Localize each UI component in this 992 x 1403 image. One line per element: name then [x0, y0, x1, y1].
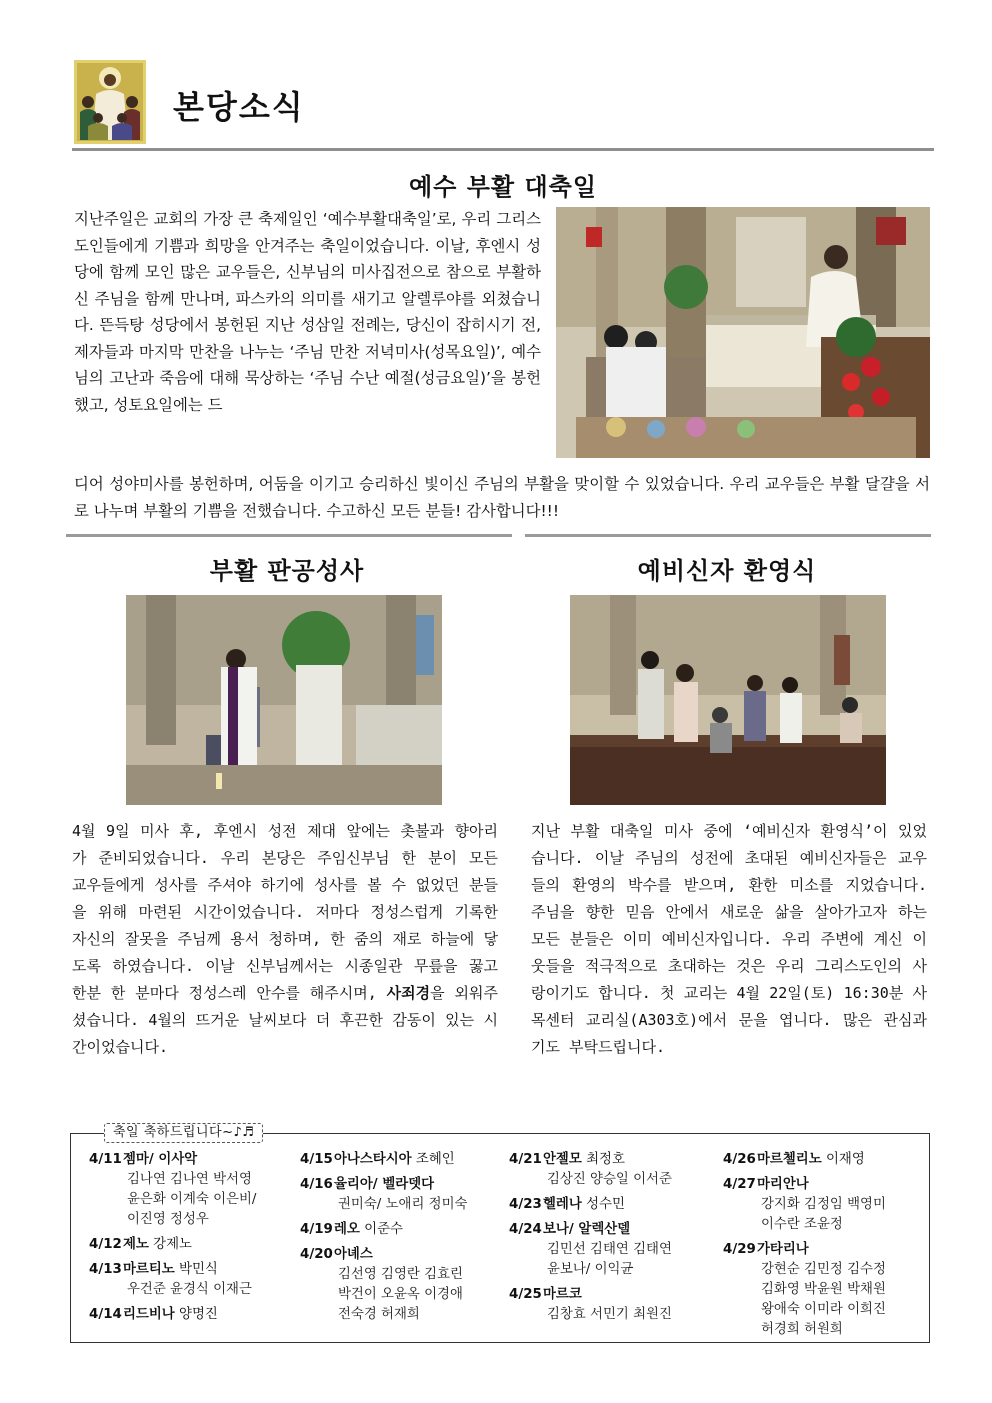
header-divider: [72, 148, 934, 151]
left-article-bold-term: 사죄경: [386, 984, 431, 1002]
feast-entry: [723, 1175, 928, 1235]
feast-people-line: 강지화 김정임 백영미: [761, 1197, 886, 1212]
feast-date: 4/21: [509, 1152, 542, 1167]
feast-column: [509, 1150, 719, 1330]
confession-photo: [126, 595, 442, 805]
right-section-divider: [525, 534, 931, 537]
feast-saint: 마르티노: [123, 1262, 175, 1277]
feast-date: 4/24: [509, 1222, 542, 1237]
page-title: 본당소식: [173, 88, 305, 126]
feast-saint: 아나스타시아: [334, 1152, 412, 1167]
feast-people-line: 김나연 김나연 박서영: [127, 1172, 252, 1187]
feast-date: 4/25: [509, 1287, 542, 1302]
feast-column: [723, 1150, 928, 1345]
feast-people-line: 이진영 정성우: [127, 1212, 209, 1227]
feast-date: 4/15: [300, 1152, 333, 1167]
feast-people-line: 이수란 조윤정: [761, 1217, 843, 1232]
feast-saint: 보나/ 알렉산델: [543, 1222, 631, 1237]
main-article-paragraph-wrapped: 지난주일은 교회의 가장 큰 축제일인 ‘예수부활대축일’로, 우리 그리스도인들에게 기쁨과 희망을 안겨주는 축일이었습니다. 이날, 후엔시 성당에 함께 모인 많은 교우들은, 신부님의 미사집전으로 참으로 부활하신 주님을 함께 만나며, 파스카의 의미를 새기고 알렐루야를 외쳤습니다. 뜬득탕 성당에서 봉헌된 지난 성삼일 전례는, 당신이 잡히시기 전, 제자들과 마지막 만찬을 나누는 ‘주님 만찬 저녁미사(성목요일)’, 예수님의 고난과 죽음에 대해 묵상하는 ‘주님 수난 예절(성금요일)’을 봉헌했고, 성토요일에는 드: [74, 210, 541, 414]
feast-saint: 안젤모: [543, 1152, 582, 1167]
feast-people-line: 우건준 윤경식 이재근: [127, 1282, 252, 1297]
feast-person: 성수민: [581, 1197, 625, 1212]
feast-people-line: 박건이 오윤옥 이경애: [338, 1287, 463, 1302]
main-article-title: 예수 부활 대축일: [409, 173, 597, 201]
feast-date: 4/13: [89, 1262, 122, 1277]
feast-entry: [300, 1150, 510, 1170]
feast-saint: 아녜스: [334, 1247, 373, 1262]
feast-saint: 마르코: [543, 1287, 582, 1302]
feast-entry: [89, 1260, 299, 1300]
left-section-divider: [66, 534, 512, 537]
feast-people-line: 권미숙/ 노애리 정미숙: [338, 1197, 468, 1212]
feast-date: 4/12: [89, 1237, 122, 1252]
feast-saint: 가타리나: [757, 1242, 809, 1257]
right-article-body: 지난 부활 대축일 미사 중에 ‘예비신자 환영식’이 있었습니다. 이날 주님의 성전에 초대된 예비신자들은 교우들의 환영의 박수를 받으며, 환한 미소를 지었습니다. 주님을 향한 믿음 안에서 새로운 삶을 살아가고자 하는 모든 분들은 이미 예비신자입니다. 우리 주변에 계신 이웃들을 적극적으로 초대하는 것은 우리 그리스도인의 사랑이기도 합니다. 첫 교리는 4월 22일(토) 16:30분 사목센터 교리실(A303호)에서 문을 엽니다. 많은 관심과 기도 부탁드립니다.: [531, 822, 927, 1056]
feast-date: 4/19: [300, 1222, 333, 1237]
left-article-text-end: 을 외워주셨습니다. 4월의 뜨거운 날씨보다 더 후끈한 감동이 있는 시간이었습니다.: [72, 984, 498, 1056]
feast-date: 4/27: [723, 1177, 756, 1192]
feast-entry: [300, 1245, 510, 1325]
catechumen-welcome-photo: [570, 595, 886, 805]
feast-entry: [89, 1305, 299, 1325]
right-article-title: 예비신자 환영식: [637, 557, 817, 585]
feast-person: 이재영: [821, 1152, 865, 1167]
feast-saint: 율리아/ 벨라뎃다: [334, 1177, 435, 1192]
feast-heading: 축일 축하드립니다~♪♬: [104, 1123, 263, 1143]
feast-date: 4/11: [89, 1152, 122, 1167]
left-article-text: 4월 9일 미사 후, 후엔시 성전 제대 앞에는 촛불과 향아리가 준비되었습니다. 우리 본당은 주임신부님 한 분이 모든 교우들에게 성사를 주셔야 하기에 성사를 볼 수 없었던 분들을 위해 마련된 시간이었습니다. 저마다 정성스럽게 기록한 자신의 잘못을 주님께 용서 청하며, 한 줌의 재로 하늘에 닿도록 하였습니다. 이날 신부님께서는 시종일관 무릎을 꿇고 한분 한 분마다 정성스레 안수를 해주시며,: [72, 822, 498, 1002]
feast-saint: 리드비나: [123, 1307, 175, 1322]
feast-entry: [509, 1220, 719, 1280]
feast-entry: [723, 1150, 928, 1170]
feast-person: 박민식: [174, 1262, 218, 1277]
feast-people-line: 김상진 양승일 이서준: [547, 1172, 672, 1187]
feast-person: 양명진: [174, 1307, 218, 1322]
feast-entry: [89, 1150, 299, 1230]
feast-entry: [300, 1175, 510, 1215]
left-article-title: 부활 판공성사: [209, 557, 365, 585]
feast-people-line: 강현순 김민정 김수정: [761, 1262, 886, 1277]
feast-date: 4/14: [89, 1307, 122, 1322]
feast-date: 4/29: [723, 1242, 756, 1257]
feast-person: 조혜인: [411, 1152, 455, 1167]
feast-people-line: 허경희 허원희: [761, 1322, 843, 1337]
feast-people-line: 김민선 김태연 김태연: [547, 1242, 672, 1257]
feast-person: 최정호: [581, 1152, 625, 1167]
main-article-paragraph-full: 디어 성야미사를 봉헌하며, 어둠을 이기고 승리하신 빛이신 주님의 부활을 맞이할 수 있었습니다. 우리 교우들은 부활 달걀을 서로 나누며 부활의 기쁨을 전했습니다. 수고하신 모든 분들! 감사합니다!!!: [74, 475, 930, 520]
feast-column: [300, 1150, 510, 1330]
feast-entry: [723, 1240, 928, 1340]
feast-date: 4/16: [300, 1177, 333, 1192]
feast-person: 강제노: [148, 1237, 192, 1252]
feast-entry: [300, 1220, 510, 1240]
feast-people-line: 윤보나/ 이익균: [547, 1262, 634, 1277]
feast-saint: 제노: [123, 1237, 149, 1252]
left-article-body: [72, 818, 498, 1061]
feast-date: 4/26: [723, 1152, 756, 1167]
feast-people-line: 전숙경 허재희: [338, 1307, 420, 1322]
feast-saint: 레오: [334, 1222, 360, 1237]
feast-entry: [509, 1150, 719, 1190]
feast-column: [89, 1150, 299, 1330]
feast-saint: 헬레나: [543, 1197, 582, 1212]
feast-entry: [89, 1235, 299, 1255]
easter-mass-photo: [556, 207, 930, 458]
feast-entry: [509, 1285, 719, 1325]
feast-saint: 마리안나: [757, 1177, 809, 1192]
feast-entry: [509, 1195, 719, 1215]
feast-saint: 젬마/ 이사악: [123, 1152, 198, 1167]
feast-date: 4/23: [509, 1197, 542, 1212]
feast-people-line: 왕애숙 이미라 이희진: [761, 1302, 886, 1317]
feast-saint: 마르첼리노: [757, 1152, 822, 1167]
parish-logo: [74, 60, 146, 144]
feast-person: 이준수: [359, 1222, 403, 1237]
feast-people-line: 윤은화 이계숙 이은비/: [127, 1192, 257, 1207]
feast-date: 4/20: [300, 1247, 333, 1262]
feast-people-line: 김선영 김영란 김효린: [338, 1267, 463, 1282]
feast-people-line: 김화영 박윤원 박채원: [761, 1282, 886, 1297]
feast-people-line: 김창효 서민기 최원진: [547, 1307, 672, 1322]
